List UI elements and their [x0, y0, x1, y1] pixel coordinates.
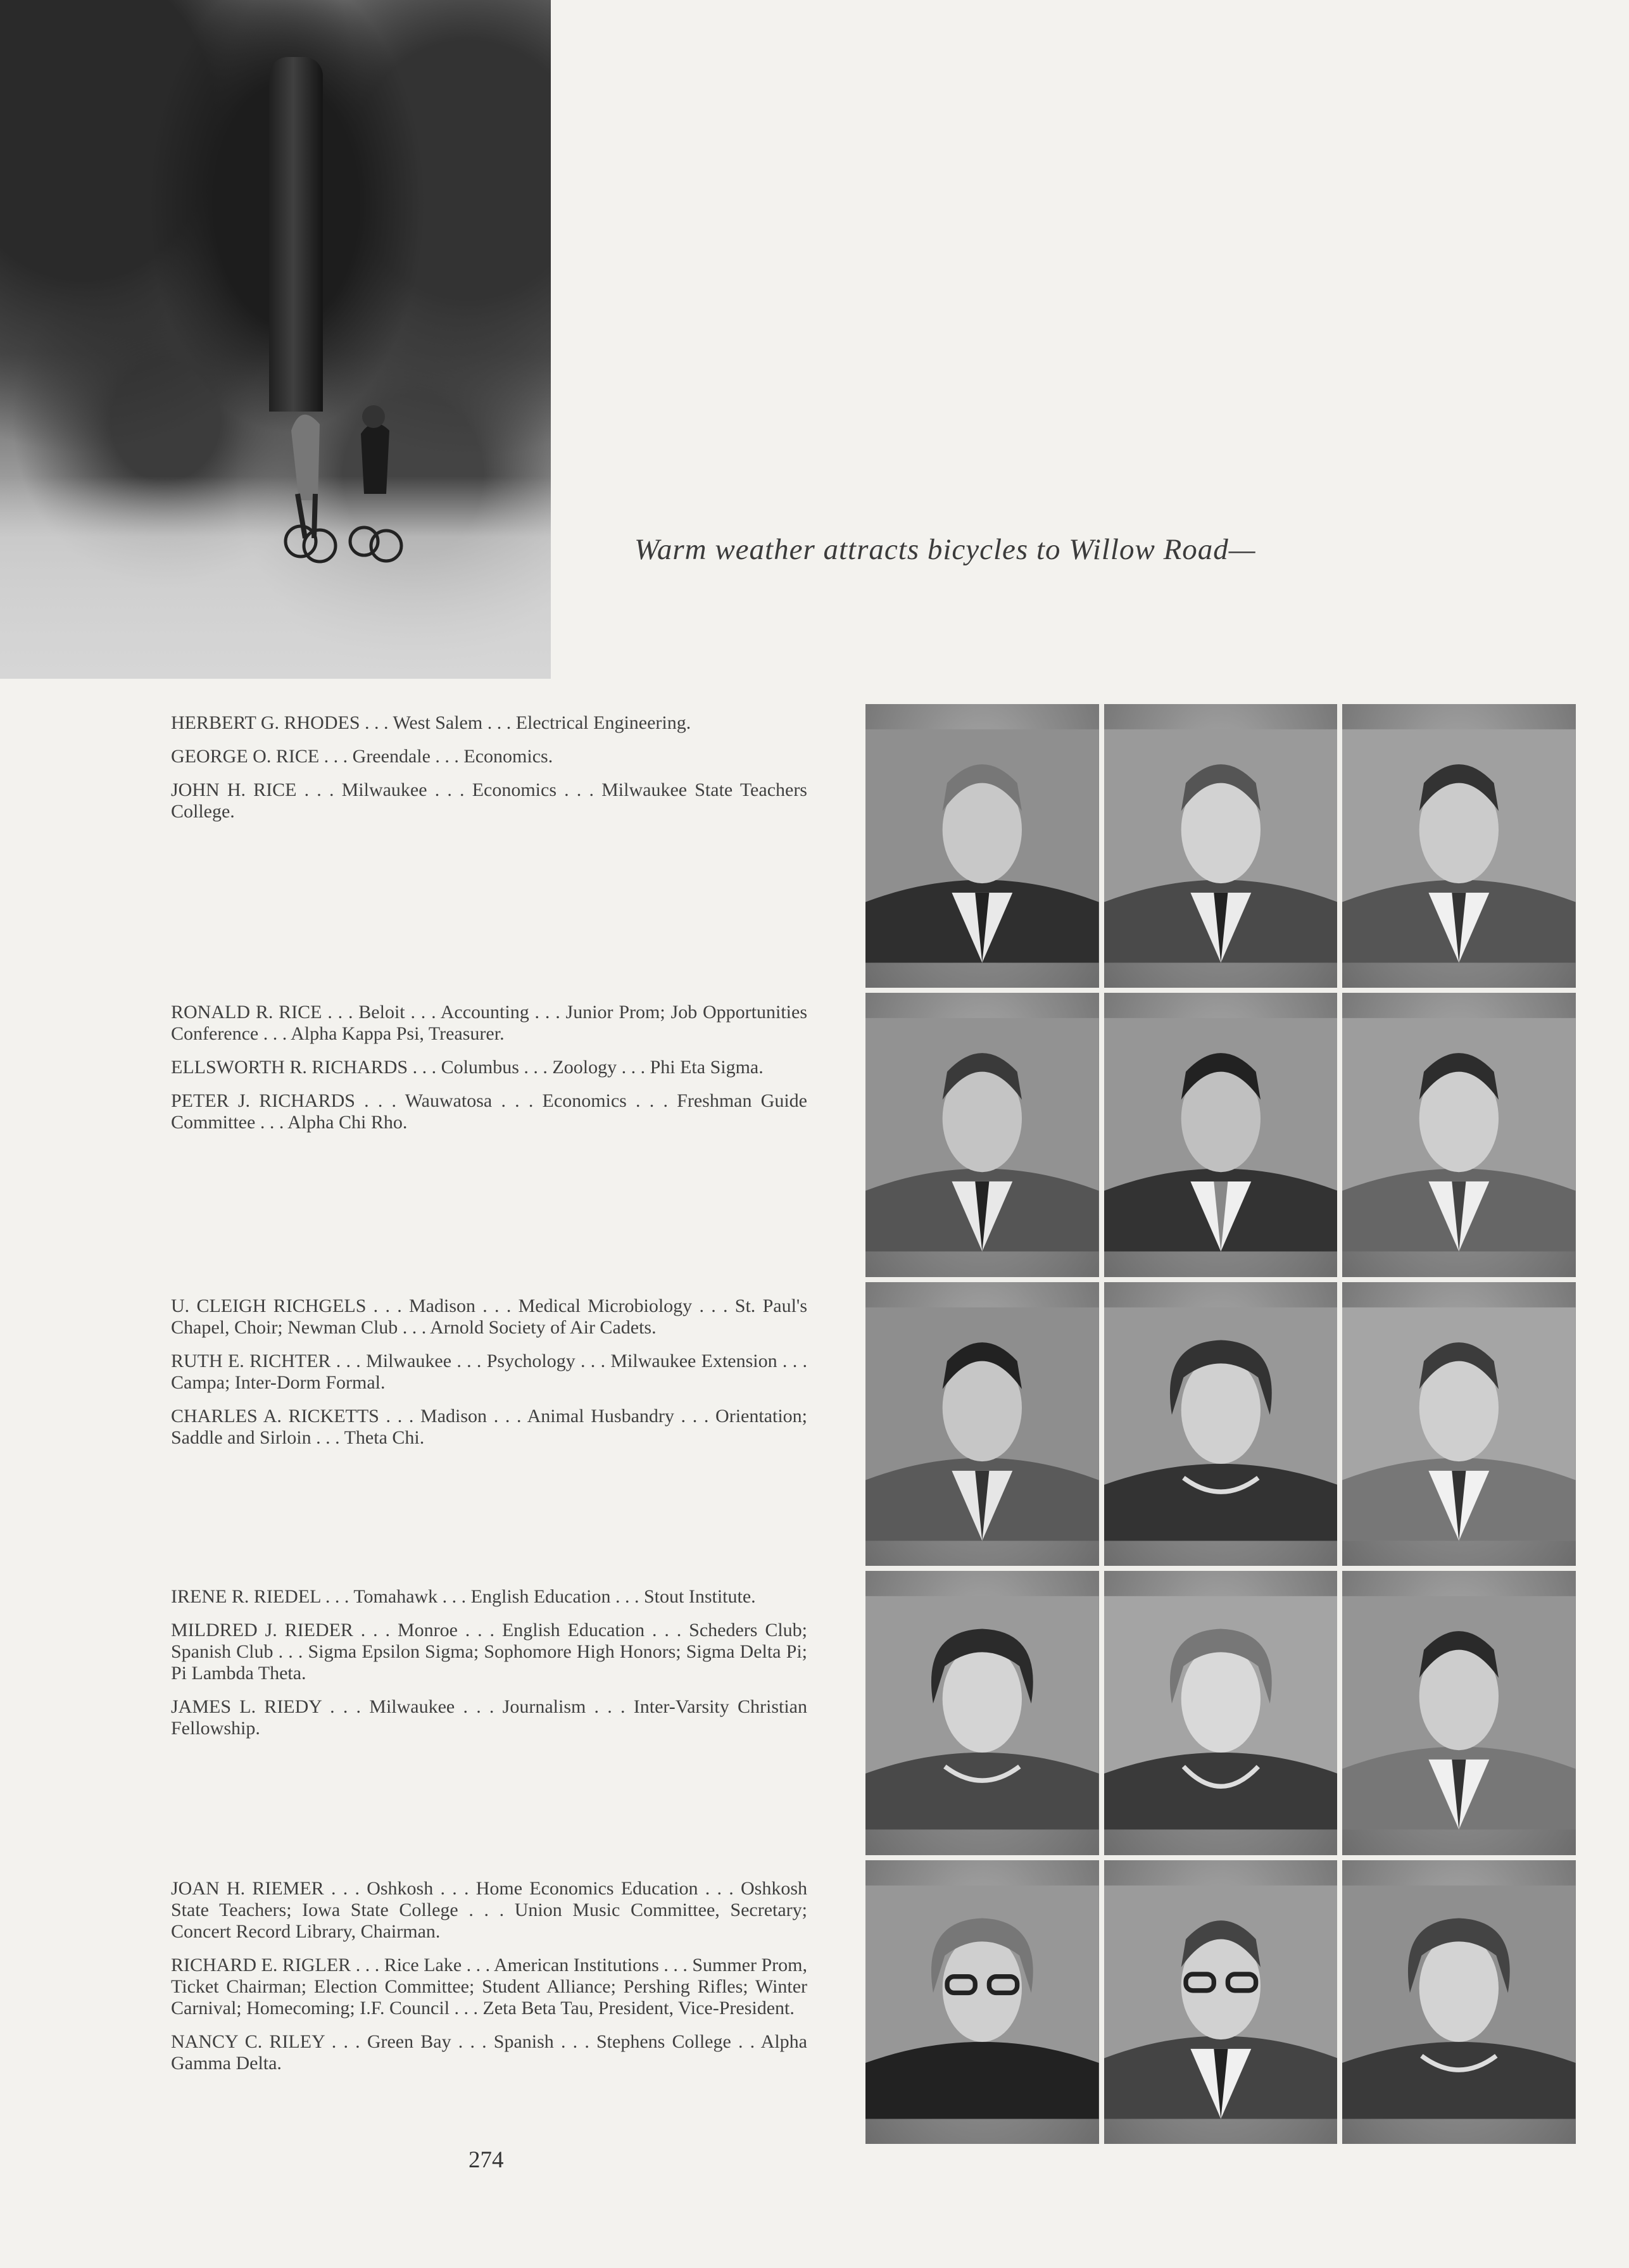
student-portrait [865, 993, 1099, 1276]
student-portrait [865, 704, 1099, 988]
student-name: HERBERT G. RHODES [171, 712, 360, 733]
student-portrait [865, 1571, 1099, 1855]
student-portrait [1104, 1860, 1338, 2144]
student-details: . . . Milwaukee . . . Journalism . . . Inter-Varsity Christian Fellowship. [171, 1696, 807, 1739]
student-group-4 [171, 1586, 807, 1751]
student-group-1 [171, 712, 807, 835]
student-name: PETER J. RICHARDS [171, 1090, 355, 1111]
student-name: NANCY C. RILEY [171, 2031, 325, 2052]
student-details: . . . Monroe . . . English Education . . . Scheders Club; Spanish Club . . . Sigma Epsilon Sigma; Sophomore High Honors; Sigma Delta Pi; Pi Lambda Theta. [171, 1620, 807, 1684]
student-name: ELLSWORTH R. RICHARDS [171, 1057, 408, 1078]
student-portrait [1342, 1282, 1576, 1566]
student-entry [171, 1057, 807, 1078]
student-details: . . . Oshkosh . . . Home Economics Education . . . Oshkosh State Teachers; Iowa State College . . . Union Music Committee, Secretary; Concert Record Library, Chairman. [171, 1878, 807, 1942]
student-portrait [1104, 1571, 1338, 1855]
portrait-grid [865, 704, 1576, 2144]
student-name: RICHARD E. RIGLER [171, 1955, 351, 1975]
student-entry [171, 1620, 807, 1684]
student-portrait [1342, 704, 1576, 988]
student-portrait [1342, 1571, 1576, 1855]
student-entry [171, 1090, 807, 1133]
student-entry [171, 712, 807, 734]
student-entry [171, 1878, 807, 1943]
photo-caption: Warm weather attracts bicycles to Willow Road— [634, 533, 1256, 566]
student-details: . . . Beloit . . . Accounting . . . Junior Prom; Job Opportunities Conference . . . Alpha Kappa Psi, Treasurer. [171, 1002, 807, 1044]
student-name: GEORGE O. RICE [171, 746, 320, 767]
student-details: . . . Tomahawk . . . English Education . . . Stout Institute. [320, 1586, 756, 1607]
student-details: . . . Columbus . . . Zoology . . . Phi Eta Sigma. [408, 1057, 764, 1078]
student-name: MILDRED J. RIEDER [171, 1620, 353, 1641]
student-portrait [1342, 1860, 1576, 2144]
student-entry [171, 1406, 807, 1449]
student-group-3 [171, 1295, 807, 1461]
student-name: JOHN H. RICE [171, 779, 297, 800]
student-name: JAMES L. RIEDY [171, 1696, 322, 1717]
student-details: . . . Madison . . . Medical Microbiology . . . St. Paul's Chapel, Choir; Newman Club . . . Arnold Society of Air Cadets. [171, 1295, 807, 1338]
student-name: RUTH E. RICHTER [171, 1351, 331, 1371]
bicycle-riders-figures [272, 380, 431, 564]
student-name: CHARLES A. RICKETTS [171, 1406, 379, 1427]
student-details: . . . Greendale . . . Economics. [319, 746, 553, 767]
student-portrait [1104, 1282, 1338, 1566]
student-group-5 [171, 1878, 807, 2086]
student-entry [171, 746, 807, 767]
student-entry [171, 1955, 807, 2019]
student-portrait [1104, 993, 1338, 1276]
student-details: . . . Milwaukee . . . Economics . . . Milwaukee State Teachers College. [171, 779, 807, 822]
student-entry [171, 779, 807, 822]
student-details: . . . Madison . . . Animal Husbandry . . . Orientation; Saddle and Sirloin . . . Theta Chi. [171, 1406, 808, 1448]
student-portrait [1104, 704, 1338, 988]
student-entry [171, 1351, 807, 1394]
student-details: . . . West Salem . . . Electrical Engineering. [360, 712, 691, 733]
student-details: . . . Wauwatosa . . . Economics . . . Freshman Guide Committee . . . Alpha Chi Rho. [171, 1090, 807, 1133]
student-name: U. CLEIGH RICHGELS [171, 1295, 367, 1316]
student-name: RONALD R. RICE [171, 1002, 322, 1023]
student-name: IRENE R. RIEDEL [171, 1586, 321, 1607]
student-entry [171, 1696, 807, 1739]
student-details: . . . Rice Lake . . . American Institutions . . . Summer Prom, Ticket Chairman; Election Committee; Student Alliance; Pershing Rifles; Winter Carnival; Homecoming; I.F. Council . . . Zeta Beta Tau, President, Vice-President. [171, 1955, 808, 2019]
student-entry [171, 2031, 807, 2074]
student-entry [171, 1002, 807, 1045]
student-portrait [865, 1282, 1099, 1566]
student-group-2 [171, 1002, 807, 1145]
student-entry [171, 1586, 807, 1608]
willow-road-bicycle-photo [0, 0, 551, 679]
student-name: JOAN H. RIEMER [171, 1878, 324, 1899]
student-details: . . . Milwaukee . . . Psychology . . . Milwaukee Extension . . . Campa; Inter-Dorm Formal. [171, 1351, 807, 1393]
student-portrait [1342, 993, 1576, 1276]
student-entry [171, 1295, 807, 1339]
page-number: 274 [469, 2147, 504, 2173]
student-details: . . . Green Bay . . . Spanish . . . Stephens College . . Alpha Gamma Delta. [171, 2031, 807, 2074]
student-portrait [865, 1860, 1099, 2144]
